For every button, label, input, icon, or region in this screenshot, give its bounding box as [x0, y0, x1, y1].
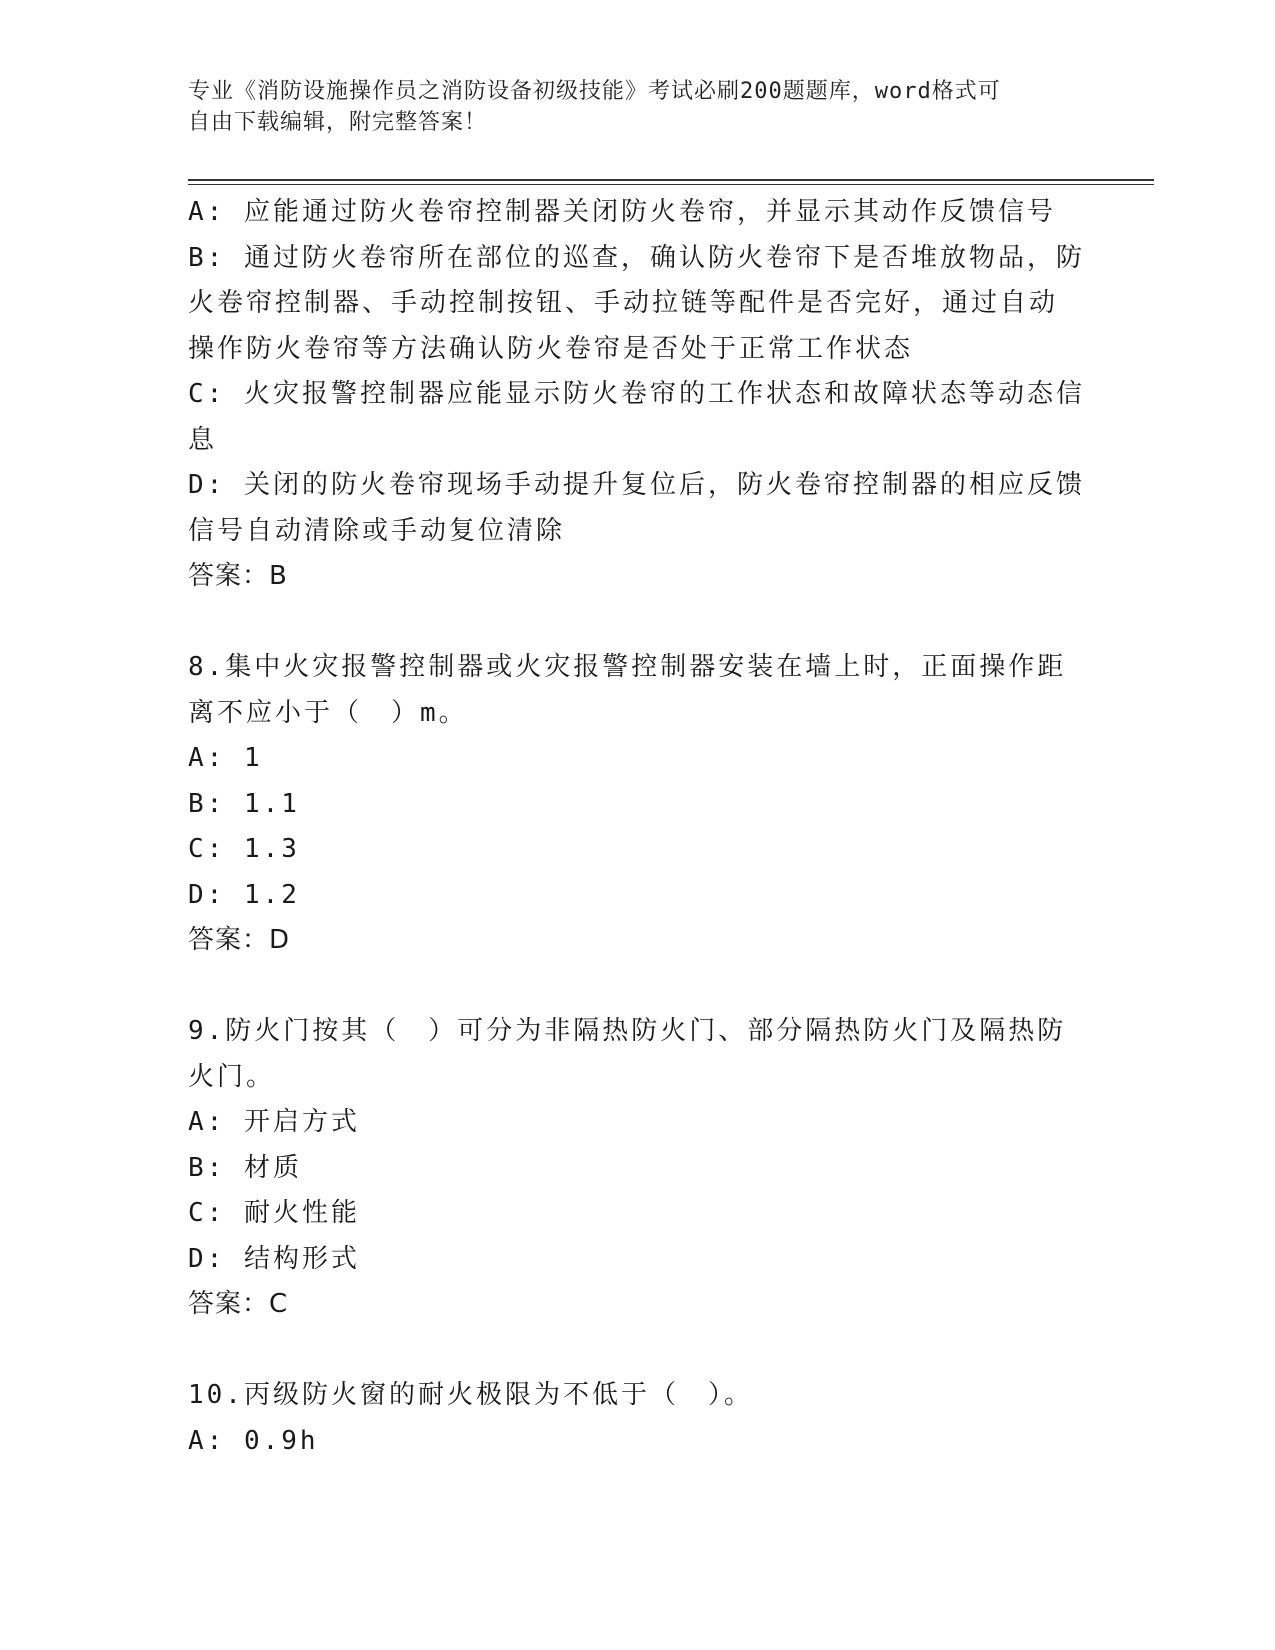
question-7-tail — [188, 190, 1088, 600]
document-body — [188, 190, 1088, 1464]
q9-option-b: B: 材质 — [188, 1152, 302, 1183]
q7-option-d-line-1: D: 关闭的防火卷帘现场手动提升复位后，防火卷帘控制器的相应反馈 — [188, 470, 1085, 500]
q7-option-b-line-3: 操作防火卷帘等方法确认防火卷帘是否处于正常工作状态 — [188, 333, 914, 364]
spacer — [188, 600, 1088, 646]
q8-option-c: C: 1.3 — [188, 834, 300, 864]
question-10 — [188, 1373, 1088, 1464]
q9-stem-line-1: 9.防火门按其（ ）可分为非隔热防火门、部分隔热防火门及隔热防 — [188, 1016, 1067, 1046]
q7-option-b-line-2: 火卷帘控制器、手动控制按钮、手动拉链等配件是否完好，通过自动 — [188, 288, 1059, 318]
q8-option-d: D: 1.2 — [188, 879, 300, 910]
q9-option-c: C: 耐火性能 — [188, 1198, 360, 1228]
q8-stem-line-1: 8.集中火灾报警控制器或火灾报警控制器安装在墙上时，正面操作距 — [188, 652, 1067, 682]
q8-answer: 答案：D — [188, 925, 291, 955]
q7-option-c-line-2: 息 — [188, 424, 218, 455]
q7-option-c-line-1: C: 火灾报警控制器应能显示防火卷帘的工作状态和故障状态等动态信 — [188, 379, 1085, 409]
spacer — [188, 1328, 1088, 1374]
header-rule-bottom — [188, 184, 1154, 185]
header-line-2: 自由下载编辑，附完整答案！ — [188, 110, 488, 135]
q8-option-b: B: 1.1 — [188, 788, 300, 819]
q8-stem-line-2: 离不应小于（ ）m。 — [188, 697, 468, 728]
q8-option-a: A: 1 — [188, 743, 263, 773]
question-8 — [188, 645, 1088, 964]
q9-option-d: D: 结构形式 — [188, 1243, 360, 1274]
q9-answer: 答案：C — [188, 1289, 289, 1319]
q10-option-a: A: 0.9h — [188, 1425, 319, 1456]
document-header — [188, 76, 1088, 138]
q9-option-a: A: 开启方式 — [188, 1107, 360, 1137]
spacer — [188, 964, 1088, 1010]
q7-answer: 答案：B — [188, 561, 288, 591]
q7-option-b-line-1: B: 通过防火卷帘所在部位的巡查，确认防火卷帘下是否堆放物品，防 — [188, 242, 1085, 273]
q9-stem-line-2: 火门。 — [188, 1061, 276, 1092]
header-line-1: 专业《消防设施操作员之消防设备初级技能》考试必刷200题题库，word格式可 — [188, 79, 1001, 104]
q10-stem-line-1: 10.丙级防火窗的耐火极限为不低于（ ）。 — [188, 1380, 753, 1410]
question-9 — [188, 1009, 1088, 1328]
q7-option-a: A: 应能通过防火卷帘控制器关闭防火卷帘，并显示其动作反馈信号 — [188, 197, 1056, 227]
q7-option-d-line-2: 信号自动清除或手动复位清除 — [188, 515, 566, 546]
header-rule-top — [188, 179, 1154, 181]
